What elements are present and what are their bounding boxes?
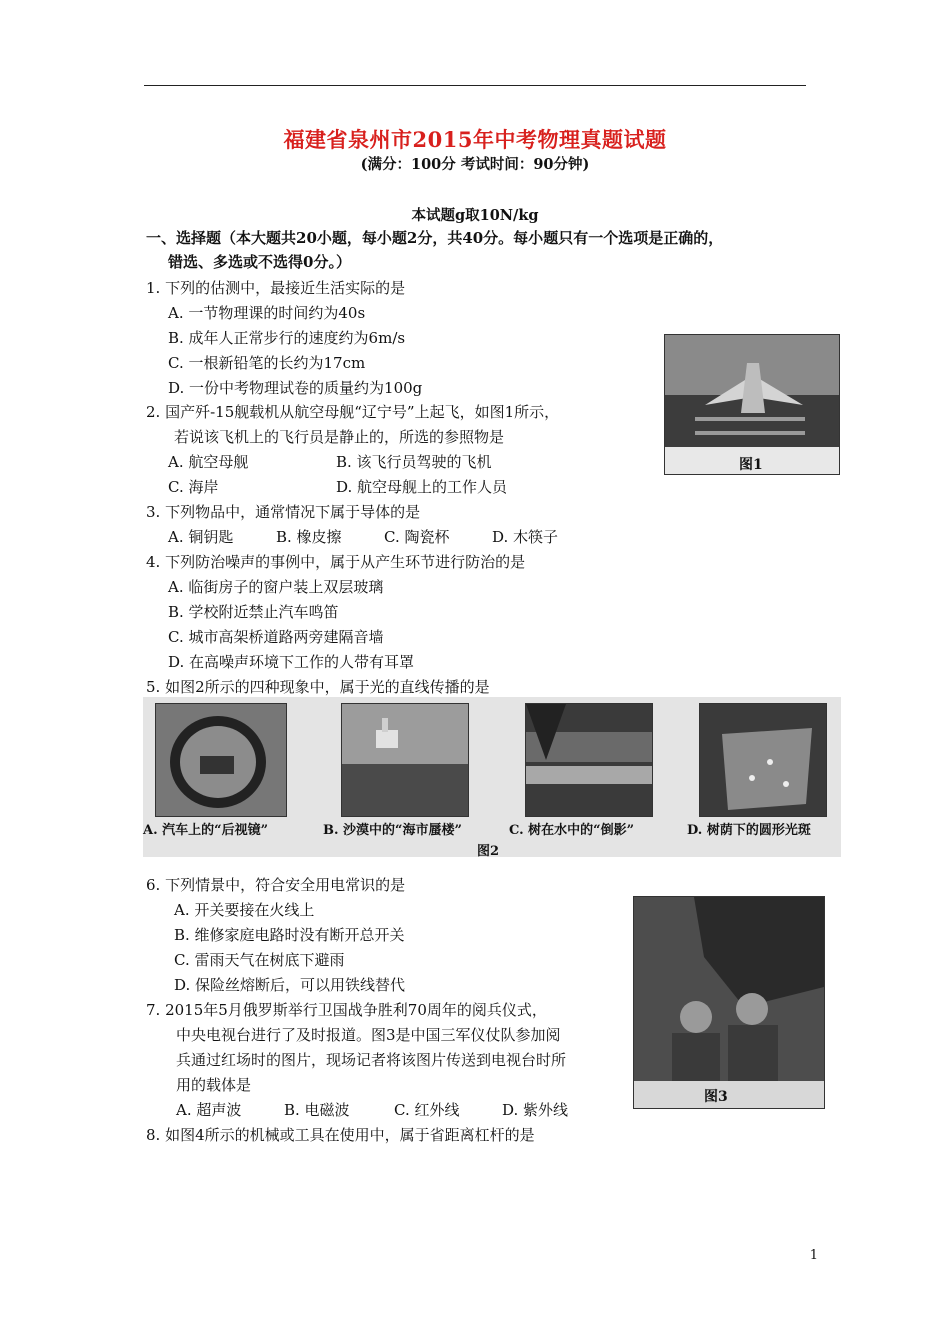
figure-2d-caption: D. 树荫下的圆形光斑 (687, 823, 811, 838)
figure-3-parade (633, 896, 825, 1109)
q4-option-a: A. 临街房子的窗户装上双层玻璃 (168, 578, 384, 596)
q4-option-d: D. 在高噪声环境下工作的人带有耳罩 (168, 653, 415, 671)
exam-subtitle: (满分：100分 考试时间：90分钟) (360, 156, 590, 173)
q1-option-b: B. 成年人正常步行的速度约为6m/s (168, 329, 406, 347)
exam-title: 福建省泉州市2015年中考物理真题试题 (283, 127, 667, 152)
q6-option-a: A. 开关要接在火线上 (174, 901, 315, 919)
figure-3-caption: 图3 (704, 1089, 728, 1105)
q3-option-d: D. 木筷子 (492, 528, 559, 546)
q5-stem: 5. 如图2所示的四种现象中，属于光的直线传播的是 (146, 678, 490, 696)
q7-option-a: A. 超声波 (176, 1101, 242, 1119)
q7-option-b: B. 电磁波 (284, 1101, 350, 1119)
figure-2b-image (341, 703, 469, 817)
q4-option-c: C. 城市高架桥道路两旁建隔音墙 (168, 628, 384, 646)
q7-stem-line2: 中央电视台进行了及时报道。图3是中国三军仪仗队参加阅 (176, 1026, 561, 1044)
q7-stem-line1: 7. 2015年5月俄罗斯举行卫国战争胜利70周年的阅兵仪式， (146, 1001, 547, 1019)
q7-stem-line3: 兵通过红场时的图片，现场记者将该图片传送到电视台时所 (176, 1051, 567, 1069)
q3-option-a: A. 铜钥匙 (168, 528, 234, 546)
figure-2-caption: 图2 (477, 844, 500, 859)
q4-option-b: B. 学校附近禁止汽车鸣笛 (168, 603, 339, 621)
section-heading-line1: 一、选择题（本大题共20小题，每小题2分，共40分。每小题只有一个选项是正确的， (146, 229, 724, 247)
q1-option-c: C. 一根新铅笔的长约为17cm (168, 354, 366, 372)
q1-option-d: D. 一份中考物理试卷的质量约为100g (168, 379, 423, 397)
q6-stem: 6. 下列情景中，符合安全用电常识的是 (146, 876, 406, 894)
figure-2d-image (699, 703, 827, 817)
q3-stem: 3. 下列物品中，通常情况下属于导体的是 (146, 503, 421, 521)
header-rule (144, 85, 806, 86)
figure-2-strip (143, 697, 841, 857)
q7-stem-line4: 用的载体是 (176, 1076, 252, 1094)
figure-2a-image (155, 703, 287, 817)
figure-3-image (634, 897, 824, 1081)
figure-2c-caption: C. 树在水中的“倒影” (509, 823, 635, 838)
q7-option-d: D. 紫外线 (502, 1101, 569, 1119)
q8-stem: 8. 如图4所示的机械或工具在使用中，属于省距离杠杆的是 (146, 1126, 535, 1144)
figure-2c-image (525, 703, 653, 817)
q7-option-c: C. 红外线 (394, 1101, 460, 1119)
figure-2a-caption: A. 汽车上的“后视镜” (143, 823, 269, 838)
q6-option-d: D. 保险丝熔断后，可以用铁线替代 (174, 976, 406, 994)
q6-option-c: C. 雷雨天气在树底下避雨 (174, 951, 345, 969)
gravity-note: 本试题g取10N/kg (411, 207, 539, 224)
figure-1-carrier-jet (664, 334, 840, 475)
q2-stem-line2: 若说该飞机上的飞行员是静止的，所选的参照物是 (174, 428, 505, 446)
q3-option-c: C. 陶瓷杯 (384, 528, 450, 546)
q2-stem-line1: 2. 国产歼-15舰载机从航空母舰“辽宁号”上起飞，如图1所示， (146, 403, 560, 421)
q1-option-a: A. 一节物理课的时间约为40s (168, 304, 366, 322)
page-number: 1 (809, 1248, 818, 1263)
q6-option-b: B. 维修家庭电路时没有断开总开关 (174, 926, 405, 944)
q2-option-a: A. 航空母舰 (168, 453, 249, 471)
q4-stem: 4. 下列防治噪声的事例中，属于从产生环节进行防治的是 (146, 553, 526, 571)
q3-option-b: B. 橡皮擦 (276, 528, 342, 546)
q2-option-d: D. 航空母舰上的工作人员 (336, 478, 508, 496)
q1-stem: 1. 下列的估测中，最接近生活实际的是 (146, 279, 406, 297)
q2-option-c: C. 海岸 (168, 478, 219, 496)
figure-1-caption: 图1 (739, 457, 763, 473)
figure-2b-caption: B. 沙漠中的“海市蜃楼” (323, 823, 462, 838)
q2-option-b: B. 该飞行员驾驶的飞机 (336, 453, 492, 471)
section-heading-line2: 错选、多选或不选得0分。） (168, 253, 351, 271)
